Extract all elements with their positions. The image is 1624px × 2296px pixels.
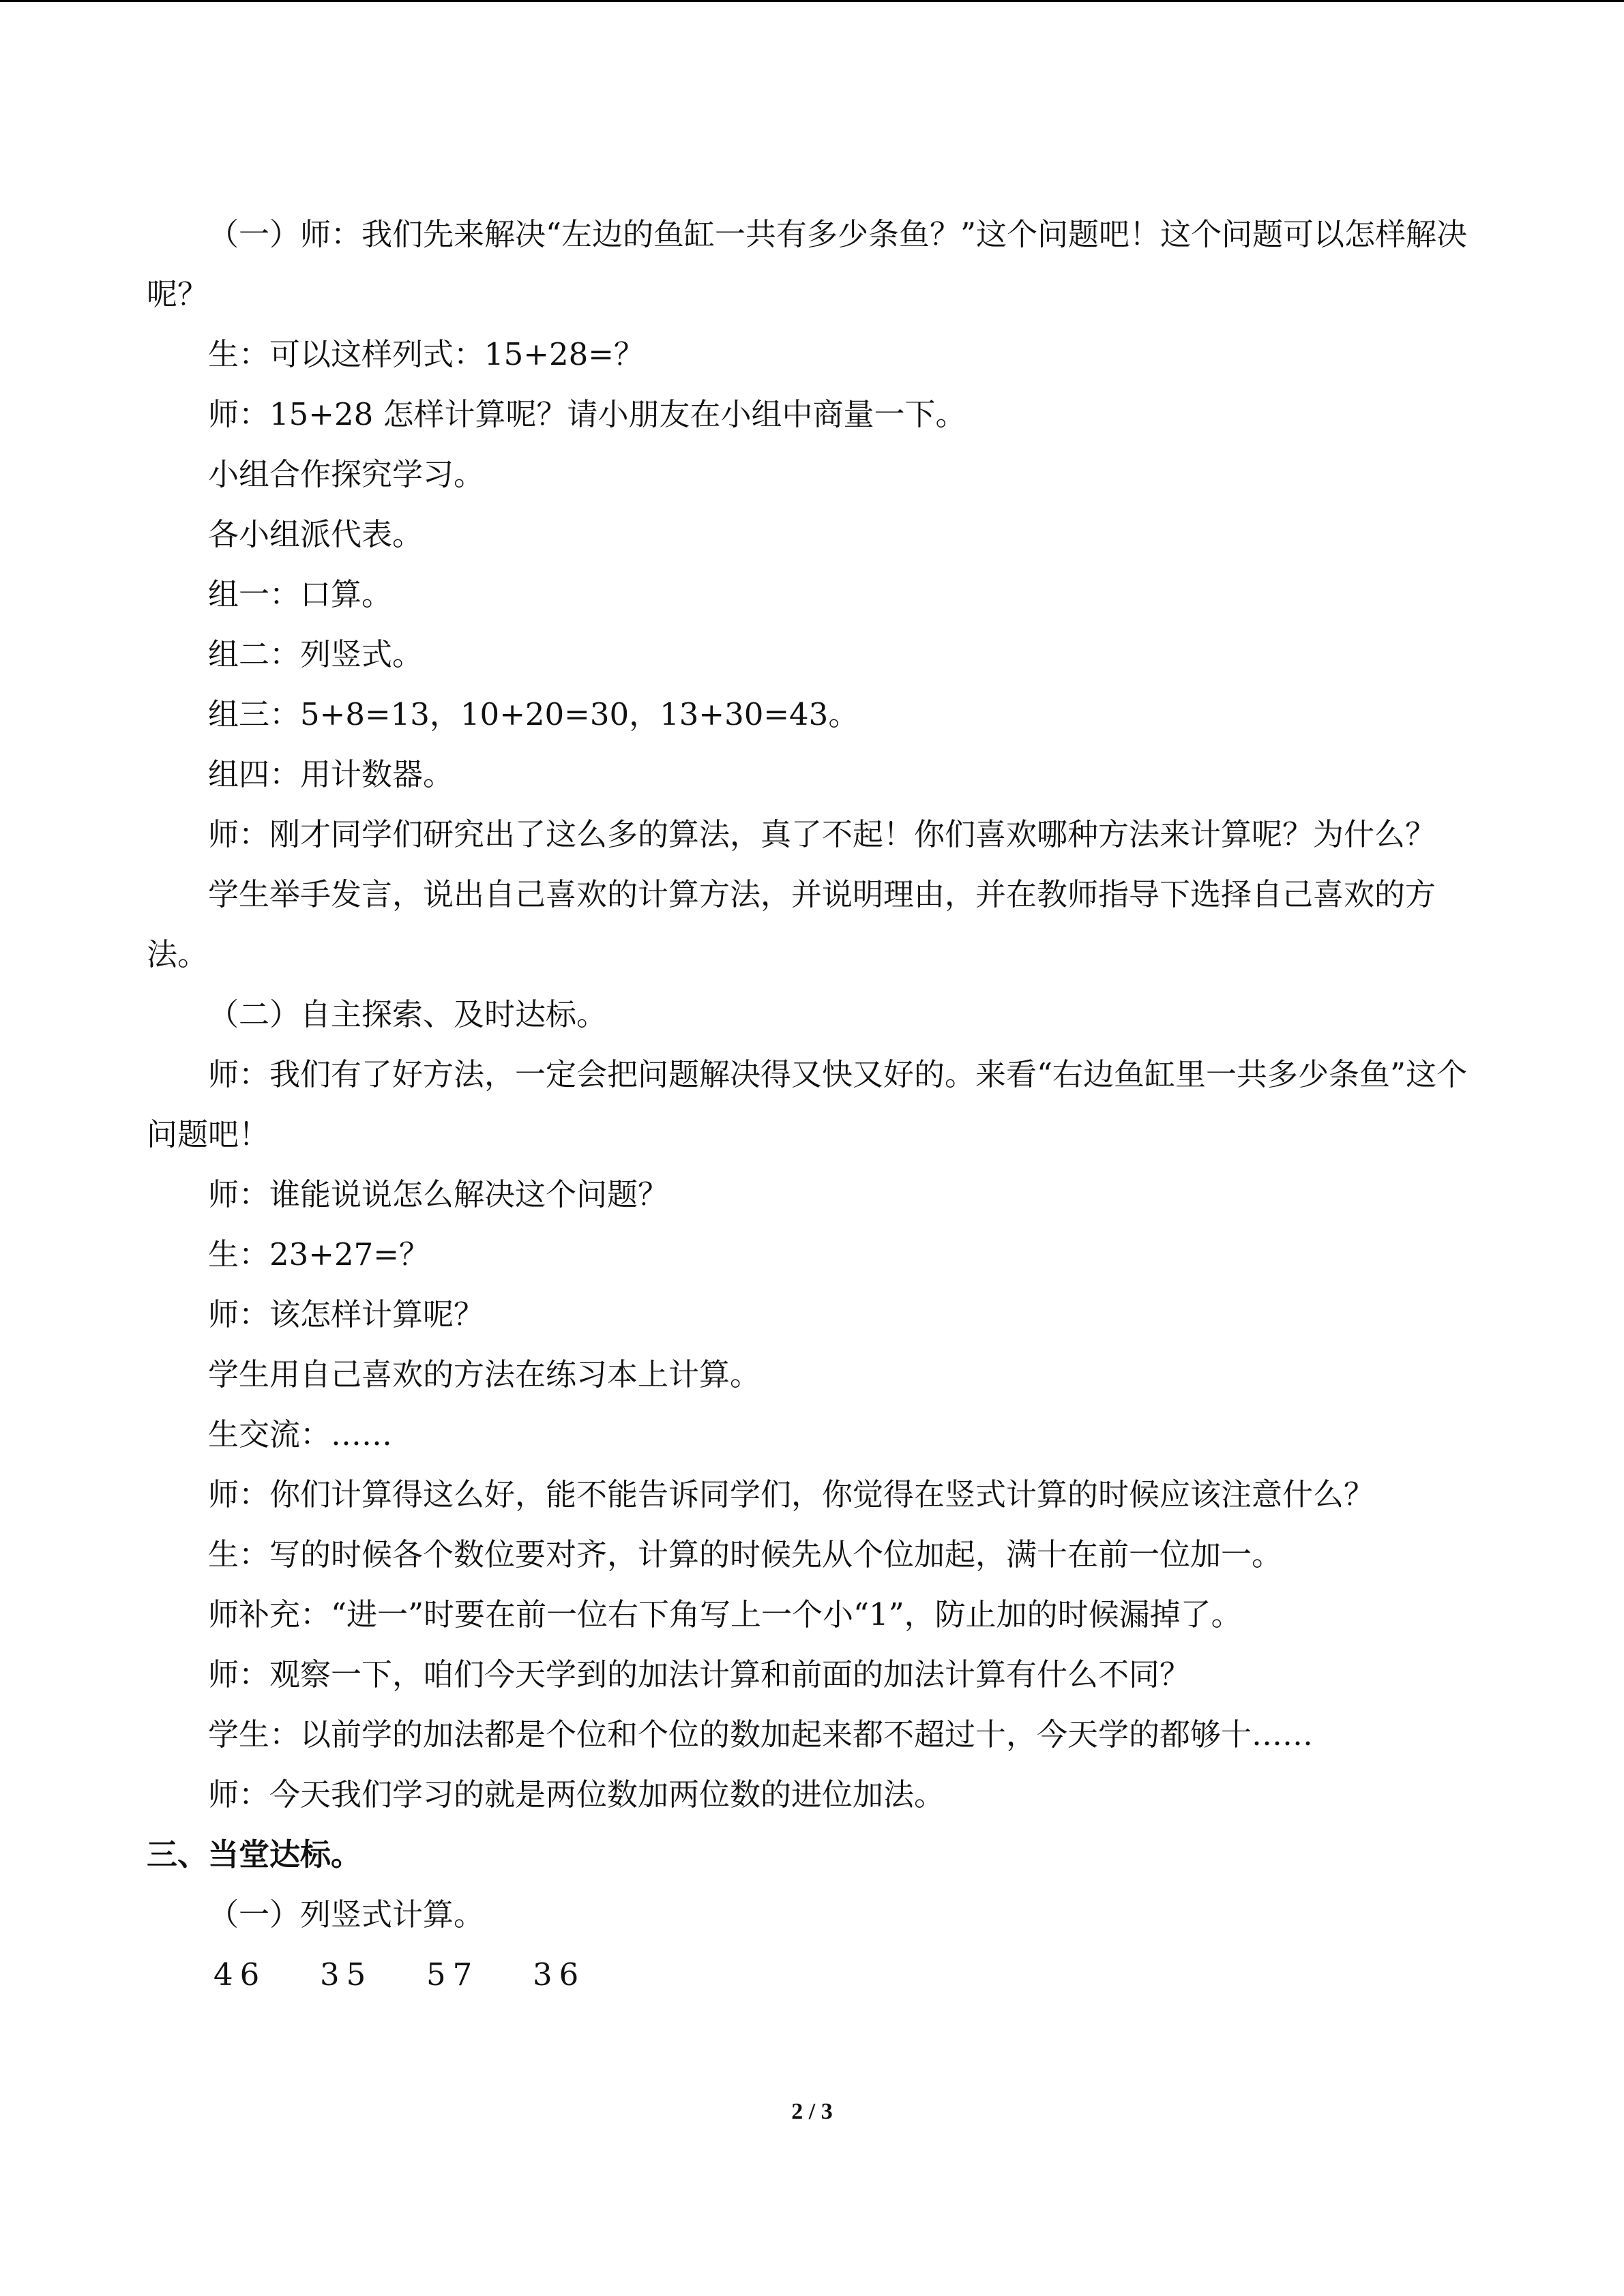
- paragraph-1: （一）师：我们先来解决“左边的鱼缸一共有多少条鱼？”这个问题吧！这个问题可以怎样解决呢？: [147, 216, 1468, 312]
- paragraph-7: 组二：列竖式。: [208, 636, 424, 672]
- paragraph-10: 师：刚才同学们研究出了这么多的算法，真了不起！你们喜欢哪种方法来计算呢？为什么？: [208, 816, 1436, 852]
- paragraph-11: 学生举手发言，说出自己喜欢的计算方法，并说明理由，并在教师指导下选择自己喜欢的方法。: [147, 876, 1436, 972]
- exercise-numbers: [147, 1945, 1483, 2005]
- document-body: [147, 205, 1483, 2005]
- paragraph-24: 师：今天我们学习的就是两位数加两位数的进位加法。: [208, 1776, 945, 1813]
- exercise-number-4: 36: [533, 1956, 586, 1993]
- paragraph-20: 生：写的时候各个数位要对齐，计算的时候先从个位加起，满十在前一位加一。: [208, 1536, 1283, 1572]
- paragraph-4: 小组合作探究学习。: [208, 456, 485, 492]
- paragraph-2: 生：可以这样列式：15+28=？: [208, 336, 645, 372]
- paragraph-17: 学生用自己喜欢的方法在练习本上计算。: [208, 1356, 761, 1392]
- page-number: 2 / 3: [791, 2099, 833, 2124]
- top-border-line: [0, 0, 1624, 2]
- paragraph-9: 组四：用计数器。: [208, 756, 454, 792]
- paragraph-18: 生交流：……: [208, 1416, 393, 1452]
- paragraph-14: 师：谁能说说怎么解决这个问题？: [208, 1176, 669, 1212]
- paragraph-12: （二）自主探索、及时达标。: [208, 996, 608, 1032]
- exercise-number-1: 46: [213, 1956, 267, 1993]
- paragraph-21: 师补充：“进一”时要在前一位右下角写上一个小“1”，防止加的时候漏掉了。: [208, 1596, 1242, 1632]
- section-heading: 三、当堂达标。: [147, 1836, 362, 1873]
- paragraph-23: 学生：以前学的加法都是个位和个位的数加起来都不超过十，今天学的都够十……: [208, 1716, 1314, 1753]
- subsection-title: （一）列竖式计算。: [208, 1896, 485, 1933]
- paragraph-8: 组三：5+8=13，10+20=30，13+30=43。: [208, 696, 859, 732]
- exercise-number-2: 35: [320, 1956, 373, 1993]
- paragraph-19: 师：你们计算得这么好，能不能告诉同学们，你觉得在竖式计算的时候应该注意什么？: [208, 1476, 1375, 1512]
- paragraph-6: 组一：口算。: [208, 576, 393, 612]
- paragraph-3: 师：15+28 怎样计算呢？请小朋友在小组中商量一下。: [208, 396, 966, 432]
- exercise-number-3: 57: [426, 1956, 479, 1993]
- paragraph-15: 生：23+27=？: [208, 1236, 430, 1272]
- paragraph-5: 各小组派代表。: [208, 516, 424, 552]
- paragraph-22: 师：观察一下，咱们今天学到的加法计算和前面的加法计算有什么不同？: [208, 1656, 1191, 1693]
- paragraph-13: 师：我们有了好方法，一定会把问题解决得又快又好的。来看“右边鱼缸里一共多少条鱼”这个问题吧！: [147, 1056, 1468, 1152]
- paragraph-16: 师：该怎样计算呢？: [208, 1296, 485, 1332]
